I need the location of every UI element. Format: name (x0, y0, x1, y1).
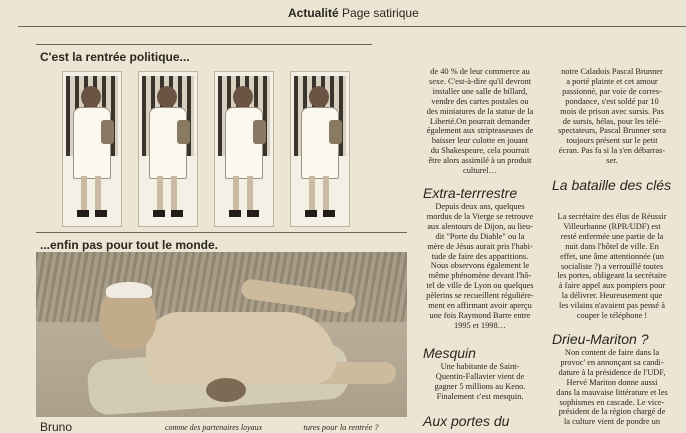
article-col2-lead: notre Caladois Pascal Brunner a porté plainte et cet amour passionné, par voie de corres- pondance, s'est soldé par 10 mois de prison avec sursis. Pas de sursis, hélas, pour les télé- spectateurs, Pascal Brunner sera toujours présent sur le petit écran. Pas fa si la s'en débarras- ser. (558, 67, 666, 166)
photo-bottom-rule (36, 232, 407, 233)
photo-series (62, 71, 348, 227)
article-mesquin: Une habitante de Saint- Quentin-Fallavier vient de gagner 5 millions au Keno. Finalement c'est mesquin. (434, 362, 526, 401)
page-header (0, 0, 686, 24)
beach-photo (36, 252, 407, 417)
headline-portes: Aux portes du (423, 413, 510, 429)
footer-heading: Bruno (40, 420, 73, 433)
article-extra: Depuis deux ans, quelques mordus de la Vierge se retrouve aux alentours de Dijon, au lieu- dit "Porte du Diable" ou la mère de Jésus aurait pris l'habi- tude de faire des apparitions. Nous observons également le même phénomène devant l'hô- tel de ville de Lyon ou quelques pèlerins se recueillent réguliére- ment en affirmant avoir aperçu une fois Raymond Barre entre 1995 et 1998… (426, 202, 534, 330)
headline-bataille: La bataille des clés (552, 177, 672, 193)
footer-text: comme des partenaires loyaux (165, 423, 263, 432)
photo-top-caption: C'est la rentrée politique... (40, 50, 190, 64)
footer-col-fragment: tures pour la rentrée ? (303, 423, 379, 432)
photo-bottom-caption: ...enfin pas pour tout le monde. (40, 238, 219, 252)
photo-frame (62, 71, 122, 227)
photo-frame (214, 71, 274, 227)
headline-extra: Extra-terrrestre (423, 185, 518, 201)
header-rule (18, 26, 686, 27)
headline-mesquin: Mesquin (423, 345, 476, 361)
article-bataille: La secrétaire des élus de Réussir Villeurbanne (RPR/UDF) est resté enfermée une partie de la nuit dans l'hôtel de ville. En effet, une âme attentionnée (un socialiste ?) a verrouillé toutes les portes, obligeant la secrétaire à faire appel aux pompiers pour la délivrer. Heureusement que les vilains n'avaient pas pensé à couper le téléphone ! (557, 212, 667, 321)
section-title: Actualité Page satirique (288, 6, 419, 20)
headline-drieu: Drieu-Mariton ? (552, 331, 649, 347)
photo-top-rule (36, 44, 372, 45)
article-col1-lead: de 40 % de leur commerce au sexe. C'est-à-dire qu'il devront installer une salle de billard, vendre des cartes postales ou des miniatures de la statue de la Liberté.On pourrait demander également aux stripteaseuses de baisser leur culotte en jouant du Shakespeare, cela pourrait être alors assimilé à un produit culturel… (426, 67, 534, 176)
photo-frame (290, 71, 350, 227)
photo-frame (138, 71, 198, 227)
article-drieu: Non content de faire dans la provoc' en annonçant sa candi- dature à la présidence de l'UDF, Hervé Mariton donne aussi dans la mauvaise littérature et les sophismes en cascade. Le vice- président de la région chargé de la culture vient de pondre un (556, 348, 668, 427)
